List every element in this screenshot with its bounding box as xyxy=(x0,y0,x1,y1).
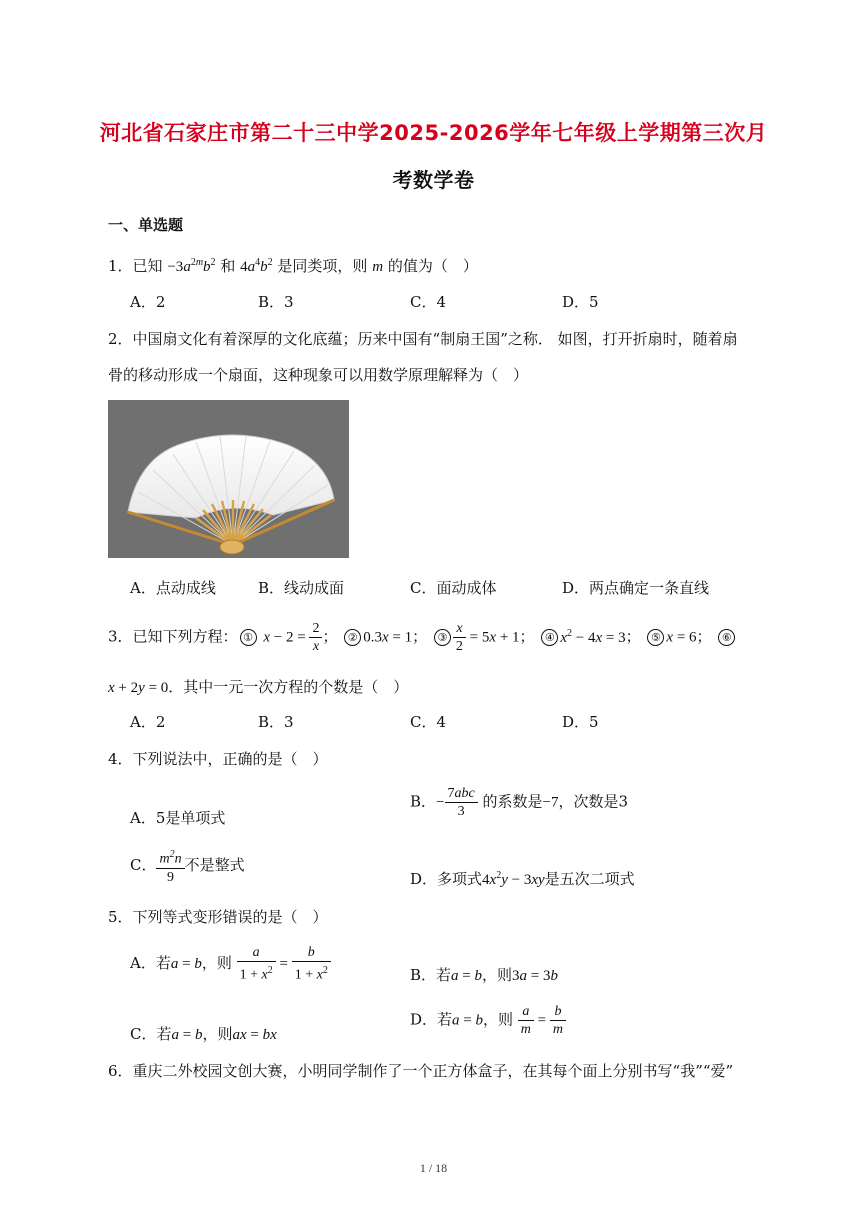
q5-option-b: B．若a = b，则3a = 3b xyxy=(410,966,558,984)
q2-option-b: B．线动成面 xyxy=(258,579,345,597)
q2-option-d: D．两点确定一条直线 xyxy=(562,579,710,597)
q2-option-c: C．面动成体 xyxy=(410,579,497,597)
q5-option-d: D．若a = b，则 $\frac{a}{m}$ = $\frac{b}{m}$ xyxy=(410,1003,566,1038)
q4-option-c: C． $\frac{m^2n}{9}$ 不是整式 xyxy=(130,846,245,886)
q1-option-c: C．4 xyxy=(410,293,447,311)
q5-option-a: A．若a = b，则 $\frac{a}{1 + x^2}$ = $\frac{b}{1 + x^2}$ xyxy=(130,944,331,984)
q5-option-c: C．若a = b，则ax = bx xyxy=(130,1025,277,1043)
page-indicator: 1 / 18 xyxy=(419,1161,448,1175)
q3-option-c: C．4 xyxy=(410,713,447,731)
question-6-line1: 6．重庆二外校园文创大赛，小明同学制作了一个正方体盒子，在其每个面上分别书写“我”“爱” xyxy=(108,1062,734,1080)
doc-title-line2: 考数学卷 xyxy=(392,168,475,192)
question-3-line2: x + 2y = 0．其中一元一次方程的个数是（ ） xyxy=(108,678,409,696)
q2-option-a: A．点动成线 xyxy=(130,579,216,597)
q1-option-b: B．3 xyxy=(258,293,294,311)
section-heading: 一、单选题 xyxy=(108,216,184,234)
q4-option-b: B．− $\frac{\text{7abc}}{3}$ 的系数是−7，次数是3 xyxy=(410,786,629,819)
question-2-line1: 2．中国扇文化有着深厚的文化底蕴；历来中国有“制扇王国”之称． 如图，打开折扇时，随着扇 xyxy=(108,330,738,348)
q3-option-a: A．2 xyxy=(130,713,166,731)
q1-option-a: A．2 xyxy=(130,293,166,311)
q1-option-d: D．5 xyxy=(562,293,599,311)
q4-option-d: D．多项式$4x^2y - 3xy$是五次二项式 xyxy=(410,870,635,888)
folding-fan-figure xyxy=(108,400,349,558)
q3-option-d: D．5 xyxy=(562,713,599,731)
q4-option-a: A．5是单项式 xyxy=(130,809,226,827)
fan-illustration xyxy=(108,400,349,558)
q3-option-b: B．3 xyxy=(258,713,294,731)
question-4: 4．下列说法中，正确的是（ ） xyxy=(108,750,328,768)
q1-term-a: $-3a^{2m}b^2$ xyxy=(167,257,216,275)
question-2-line2: 骨的移动形成一个扇面，这种现象可以用数学原理解释为（ ） xyxy=(108,366,529,384)
question-1: 1．已知 $-3a^{2m}b^2$ 和 $4a^4b^2$ 是同类项，则 m 的值为（ ） xyxy=(108,257,478,275)
doc-title-line1: 河北省石家庄市第二十三中学2025-2026学年七年级上学期第三次月 xyxy=(99,121,768,145)
question-5: 5．下列等式变形错误的是（ ） xyxy=(108,908,328,926)
q1-term-b: $4a^4b^2$ xyxy=(240,257,273,275)
question-3-line1: 3．已知下列方程： ① x − 2 = $\frac{2}{x}$ ； ② 0.3x = 1； ③ $\frac{x}{2}$ = 5x + 1； ④ $x^2 - 4x = 3$； ⑤ x = 6； ⑥ xyxy=(108,620,737,655)
